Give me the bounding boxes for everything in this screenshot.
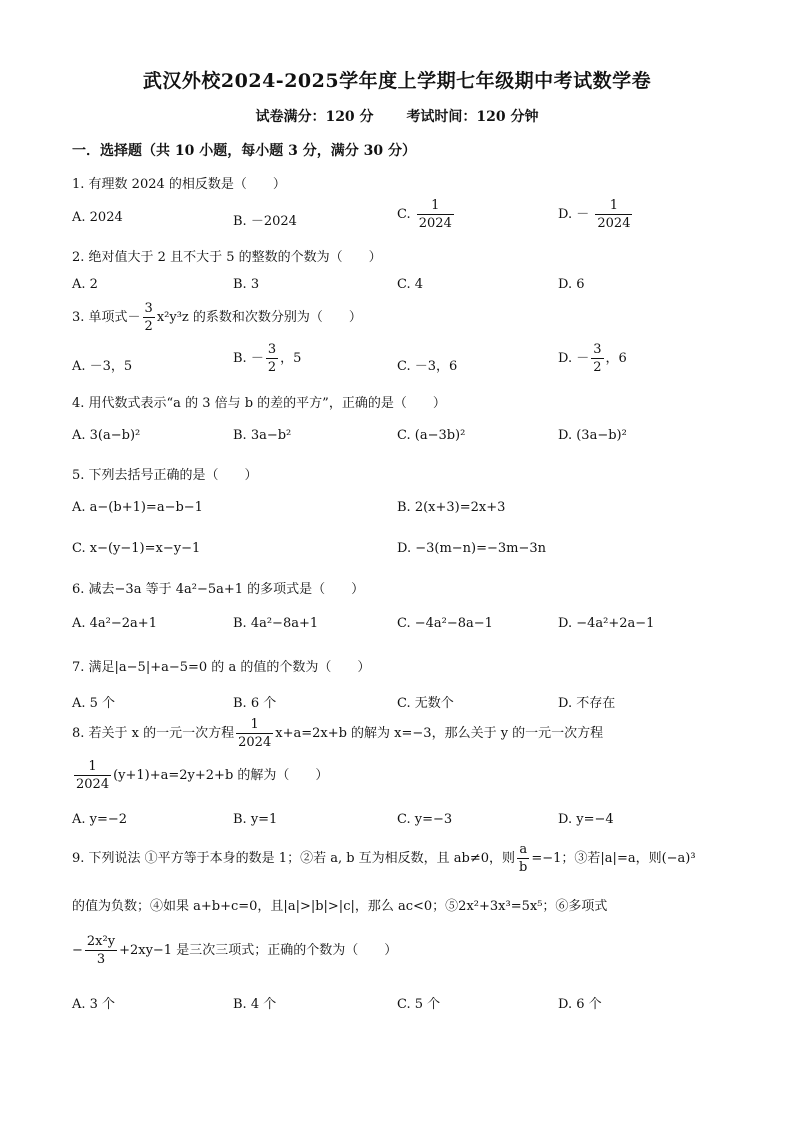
question-8 xyxy=(72,718,603,749)
q1-option-b: B. －2024 xyxy=(233,214,297,229)
q5-option-d: D. −3(m−n)=−3m−3n xyxy=(397,541,547,556)
q6-option-a: A. 4a²−2a+1 xyxy=(72,616,157,631)
option-label: C. xyxy=(397,207,411,222)
numerator: 1 xyxy=(74,760,111,776)
q9-option-d: D. 6 个 xyxy=(558,997,602,1012)
denominator: 2 xyxy=(144,319,153,334)
stem-part: x+a=2x+b 的解为 x=−3，那么关于 y 的一元一次方程 xyxy=(275,726,604,741)
denominator: 2024 xyxy=(418,216,452,231)
score-info: 试卷满分：120 分 xyxy=(255,109,374,125)
question-7: 7. 满足|a−5|+a−5=0 的 a 的值的个数为（ ） xyxy=(72,660,371,675)
question-2: 2. 绝对值大于 2 且不大于 5 的整数的个数为（ ） xyxy=(72,250,382,265)
denominator: b xyxy=(519,860,528,875)
q1-option-c xyxy=(397,199,456,230)
denominator: 2024 xyxy=(238,735,272,750)
question-8-line2 xyxy=(72,760,328,791)
fraction xyxy=(143,302,155,333)
numerator: 1 xyxy=(595,199,632,215)
question-3 xyxy=(72,302,362,333)
stem-part: − xyxy=(72,943,83,958)
option-tail: ，6 xyxy=(605,351,627,366)
question-9-line2: 的值为负数；④如果 a+b+c=0，且|a|>|b|>|c|，那么 ac<0；⑤2x²+3x³=5x⁵；⑥多项式 xyxy=(72,899,608,914)
time-info: 考试时间：120 分钟 xyxy=(406,109,539,125)
numerator: 3 xyxy=(267,342,277,357)
q9-option-a: A. 3 个 xyxy=(72,997,116,1012)
option-label: D. － xyxy=(558,207,590,222)
q4-option-b: B. 3a−b² xyxy=(233,428,292,443)
fraction xyxy=(591,343,603,374)
question-9 xyxy=(72,843,696,874)
stem-part: x²y³z 的系数和次数分别为（ ） xyxy=(156,310,362,325)
q7-option-d: D. 不存在 xyxy=(558,696,616,711)
question-1: 1. 有理数 2024 的相反数是（ ） xyxy=(72,177,286,192)
option-label: B. － xyxy=(233,351,264,366)
q2-option-c: C. 4 xyxy=(397,277,424,292)
fraction xyxy=(517,843,529,874)
q8-option-c: C. y=−3 xyxy=(397,812,453,827)
denominator: 2 xyxy=(267,360,277,375)
q2-option-a: A. 2 xyxy=(72,277,98,292)
fraction xyxy=(595,199,632,230)
section-heading: 一．选择题（共 10 小题，每小题 3 分，满分 30 分） xyxy=(72,143,416,159)
q8-option-b: B. y=1 xyxy=(233,812,278,827)
numerator: 2x²y xyxy=(86,934,116,949)
q5-option-c: C. x−(y−1)=x−y−1 xyxy=(72,541,201,556)
page-title: 武汉外校2024-2025学年度上学期七年级期中考试数学卷 xyxy=(142,70,652,92)
denominator: 2024 xyxy=(76,777,110,792)
q4-option-c: C. (a−3b)² xyxy=(397,428,466,443)
denominator: 2 xyxy=(593,360,602,375)
q2-option-d: D. 6 xyxy=(558,277,585,292)
q3-option-d xyxy=(558,343,627,374)
q3-option-b xyxy=(233,343,301,374)
numerator: 3 xyxy=(144,301,153,316)
stem-part: =−1；③若|a|=a，则(−a)³ xyxy=(531,851,696,866)
numerator: 1 xyxy=(417,199,454,215)
q8-option-a: A. y=−2 xyxy=(72,812,128,827)
q6-option-b: B. 4a²−8a+1 xyxy=(233,616,319,631)
question-5: 5. 下列去括号正确的是（ ） xyxy=(72,468,258,483)
q3-option-c: C. －3，6 xyxy=(397,359,458,374)
q4-option-d: D. (3a−b)² xyxy=(558,428,627,443)
q4-option-a: A. 3(a−b)² xyxy=(72,428,141,443)
fraction xyxy=(236,718,273,749)
numerator: 1 xyxy=(236,718,273,734)
q7-option-a: A. 5 个 xyxy=(72,696,116,711)
stem-part: 8. 若关于 x 的一元一次方程 xyxy=(72,726,235,741)
question-4: 4. 用代数式表示“a 的 3 倍与 b 的差的平方”，正确的是（ ） xyxy=(72,396,446,411)
stem-part: (y+1)+a=2y+2+b 的解为（ ） xyxy=(113,768,329,783)
q9-option-c: C. 5 个 xyxy=(397,997,441,1012)
q6-option-c: C. −4a²−8a−1 xyxy=(397,616,493,631)
q1-option-d xyxy=(558,199,634,230)
q5-option-b: B. 2(x+3)=2x+3 xyxy=(397,500,506,515)
q5-option-a: A. a−(b+1)=a−b−1 xyxy=(72,500,203,515)
q8-option-d: D. y=−4 xyxy=(558,812,614,827)
fraction xyxy=(417,199,454,230)
fraction xyxy=(74,760,111,791)
numerator: a xyxy=(517,843,529,859)
stem-part: +2xy−1 是三次三项式；正确的个数为（ ） xyxy=(119,943,398,958)
question-6: 6. 减去−3a 等于 4a²−5a+1 的多项式是（ ） xyxy=(72,582,365,597)
q1-option-a: A. 2024 xyxy=(72,210,123,225)
stem-part: 3. 单项式－ xyxy=(72,310,141,325)
q9-option-b: B. 4 个 xyxy=(233,997,277,1012)
option-label: D. － xyxy=(558,351,590,366)
q2-option-b: B. 3 xyxy=(233,277,260,292)
numerator: 3 xyxy=(593,342,602,357)
denominator: 3 xyxy=(96,952,106,967)
stem-part: 9. 下列说法 ①平方等于本身的数是 1；②若 a, b 互为相反数，且 ab≠0，则 xyxy=(72,851,516,866)
option-tail: ，5 xyxy=(280,351,302,366)
fraction xyxy=(266,343,278,374)
exam-meta xyxy=(0,106,794,126)
denominator: 2024 xyxy=(597,216,631,231)
q7-option-c: C. 无数个 xyxy=(397,696,454,711)
q3-option-a: A. －3，5 xyxy=(72,359,133,374)
fraction xyxy=(85,935,117,966)
q7-option-b: B. 6 个 xyxy=(233,696,277,711)
q6-option-d: D. −4a²+2a−1 xyxy=(558,616,655,631)
question-9-line3 xyxy=(72,935,397,966)
